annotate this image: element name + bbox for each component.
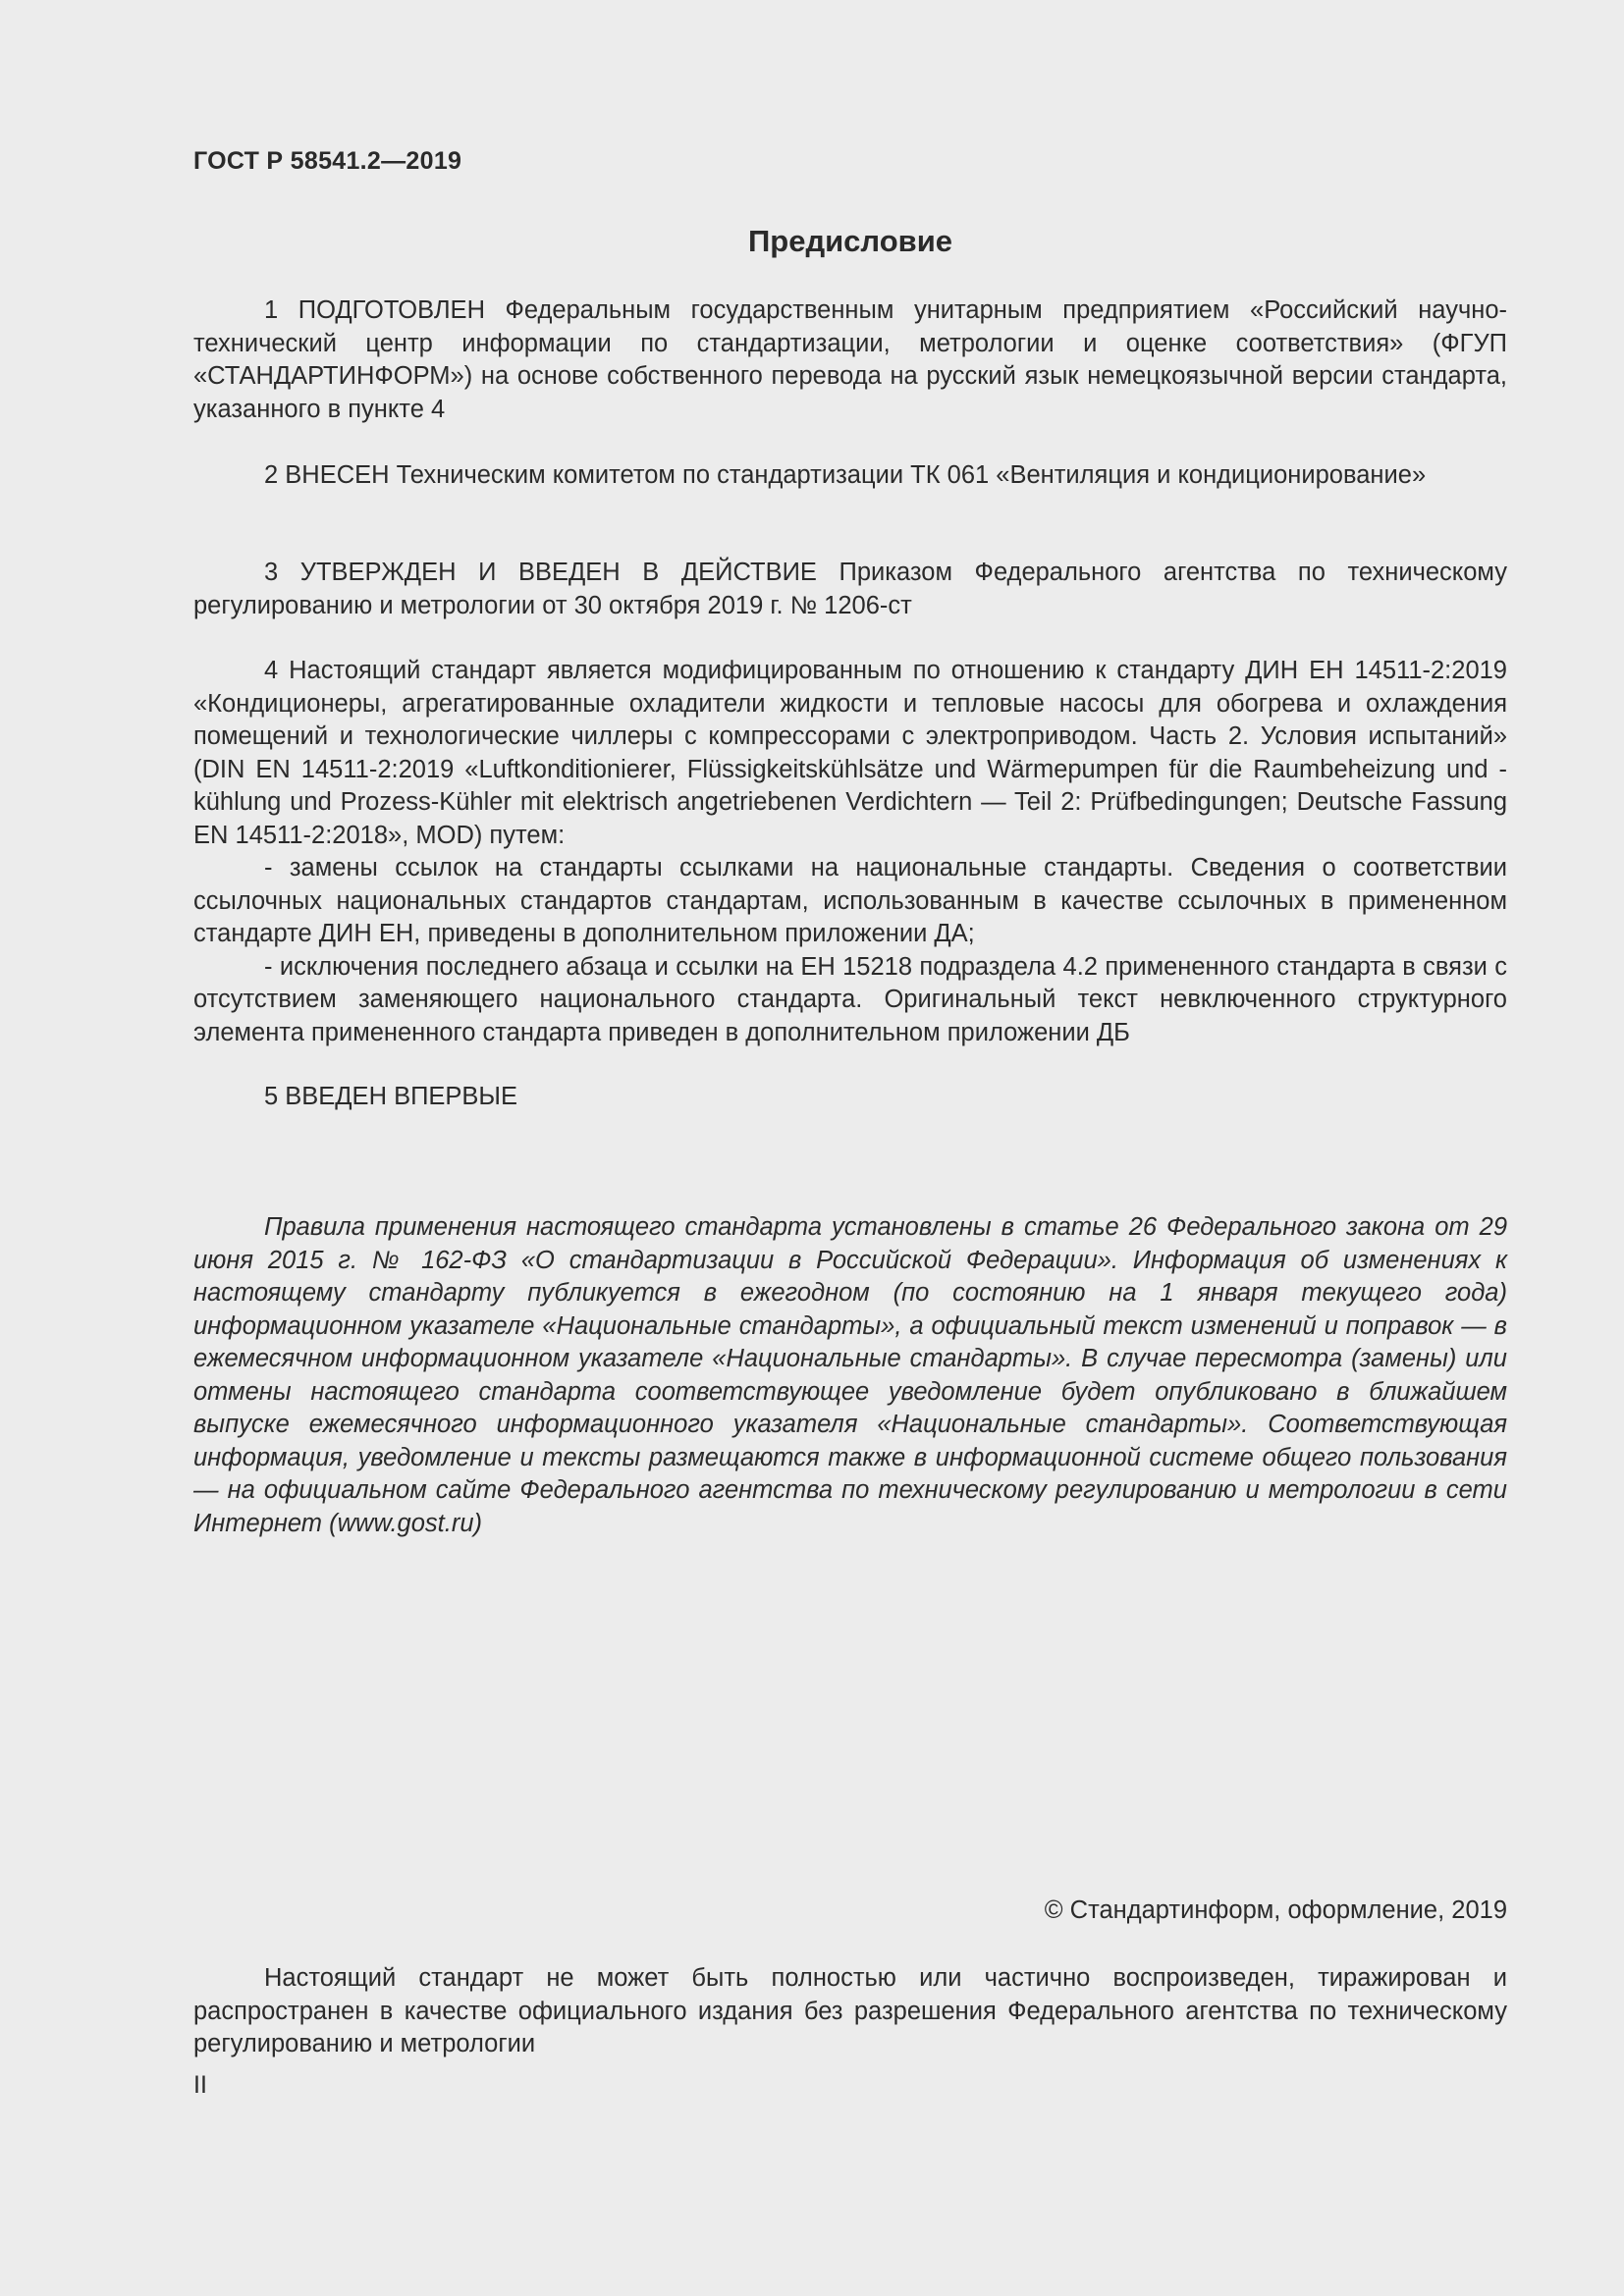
item-4-text: 4 Настоящий стандарт является модифицированным по отношению к стандарту ДИН ЕН 14511-2:2019 «Кондиционеры, агрегатированные охладители жидкости и тепловые насосы для обогрева и охлаждения помещений и технологические чиллеры с компрессорами с электроприводом. Часть 2. Условия испытаний» (DIN EN 14511-2:2019 «Luftkonditionierer, Flüssigkeitskühlsätze und Wärmepumpen für die Raumbeheizung und -kühlung und Prozess-Kühler mit elektrisch angetriebenen Verdichtern — Teil 2: Prüfbedingungen; Deutsche Fassung EN 14511-2:2018», MOD) путем:: [193, 657, 1507, 849]
item-3: [193, 557, 1507, 622]
item-5: [193, 1081, 1507, 1114]
item-4-bullet-2: - исключения последнего абзаца и ссылки на ЕН 15218 подраздела 4.2 примененного стандарта в связи с отсутствием заменяющего национального стандарта. Оригинальный текст невключенного структурного элемента примененного стандарта приведен в дополнительном приложении ДБ: [193, 952, 1507, 1046]
item-2: [193, 459, 1507, 493]
page-number: II: [193, 2071, 207, 2099]
reproduction-notice-text: Настоящий стандарт не может быть полностью или частично воспроизведен, тиражирован и распространен в качестве официального издания без разрешения Федерального агентства по техническому регулированию и метрологии: [193, 1964, 1507, 2057]
item-4-bullet-1: - замены ссылок на стандарты ссылками на национальные стандарты. Сведения о соответствии ссылочных национальных стандартов стандартам, использованным в качестве ссылочных в примененном стандарте ДИН ЕН, приведены в дополнительном приложении ДА;: [193, 854, 1507, 947]
document-code: ГОСТ Р 58541.2—2019: [193, 147, 462, 175]
item-3-text: 3 УТВЕРЖДЕН И ВВЕДЕН В ДЕЙСТВИЕ Приказом Федерального агентства по техническому регулированию и метрологии от 30 октября 2019 г. № 1206-ст: [193, 559, 1507, 619]
copyright-line: © Стандартинформ, оформление, 2019: [1044, 1896, 1507, 1924]
document-page: [193, 0, 1507, 2296]
item-5-text: 5 ВВЕДЕН ВПЕРВЫЕ: [264, 1083, 518, 1110]
item-4: [193, 655, 1507, 1049]
item-1-text: 1 ПОДГОТОВЛЕН Федеральным государственным унитарным предприятием «Российский научно-технический центр информации по стандартизации, метрологии и оценке соответствия» (ФГУП «СТАНДАРТИНФОРМ») на основе собственного перевода на русский язык немецкоязычной версии стандарта, указанного в пункте 4: [193, 296, 1507, 423]
item-1: [193, 294, 1507, 426]
rules-notice: [193, 1211, 1507, 1540]
page-title: Предисловие: [747, 224, 952, 258]
item-2-text: 2 ВНЕСЕН Техническим комитетом по стандартизации ТК 061 «Вентиляция и кондиционирование»: [264, 461, 1427, 489]
reproduction-notice: [193, 1962, 1507, 2061]
rules-notice-text: Правила применения настоящего стандарта установлены в статье 26 Федерального закона от 29 июня 2015 г. № 162-ФЗ «О стандартизации в Российской Федерации». Информация об изменениях к настоящему стандарту публикуется в ежегодном (по состоянию на 1 января текущего года) информационном указателе «Национальные стандарты», а официальный текст изменений и поправок — в ежемесячном информационном указателе «Национальные стандарты». В случае пересмотра (замены) или отмены настоящего стандарта соответствующее уведомление будет опубликовано в ближайшем выпуске ежемесячного информационного указателя «Национальные стандарты». Соответствующая информация, уведомление и тексты размещаются также в информационной системе общего пользования — на официальном сайте Федерального агентства по техническому регулированию и метрологии в сети Интернет (www.gost.ru): [193, 1213, 1507, 1537]
